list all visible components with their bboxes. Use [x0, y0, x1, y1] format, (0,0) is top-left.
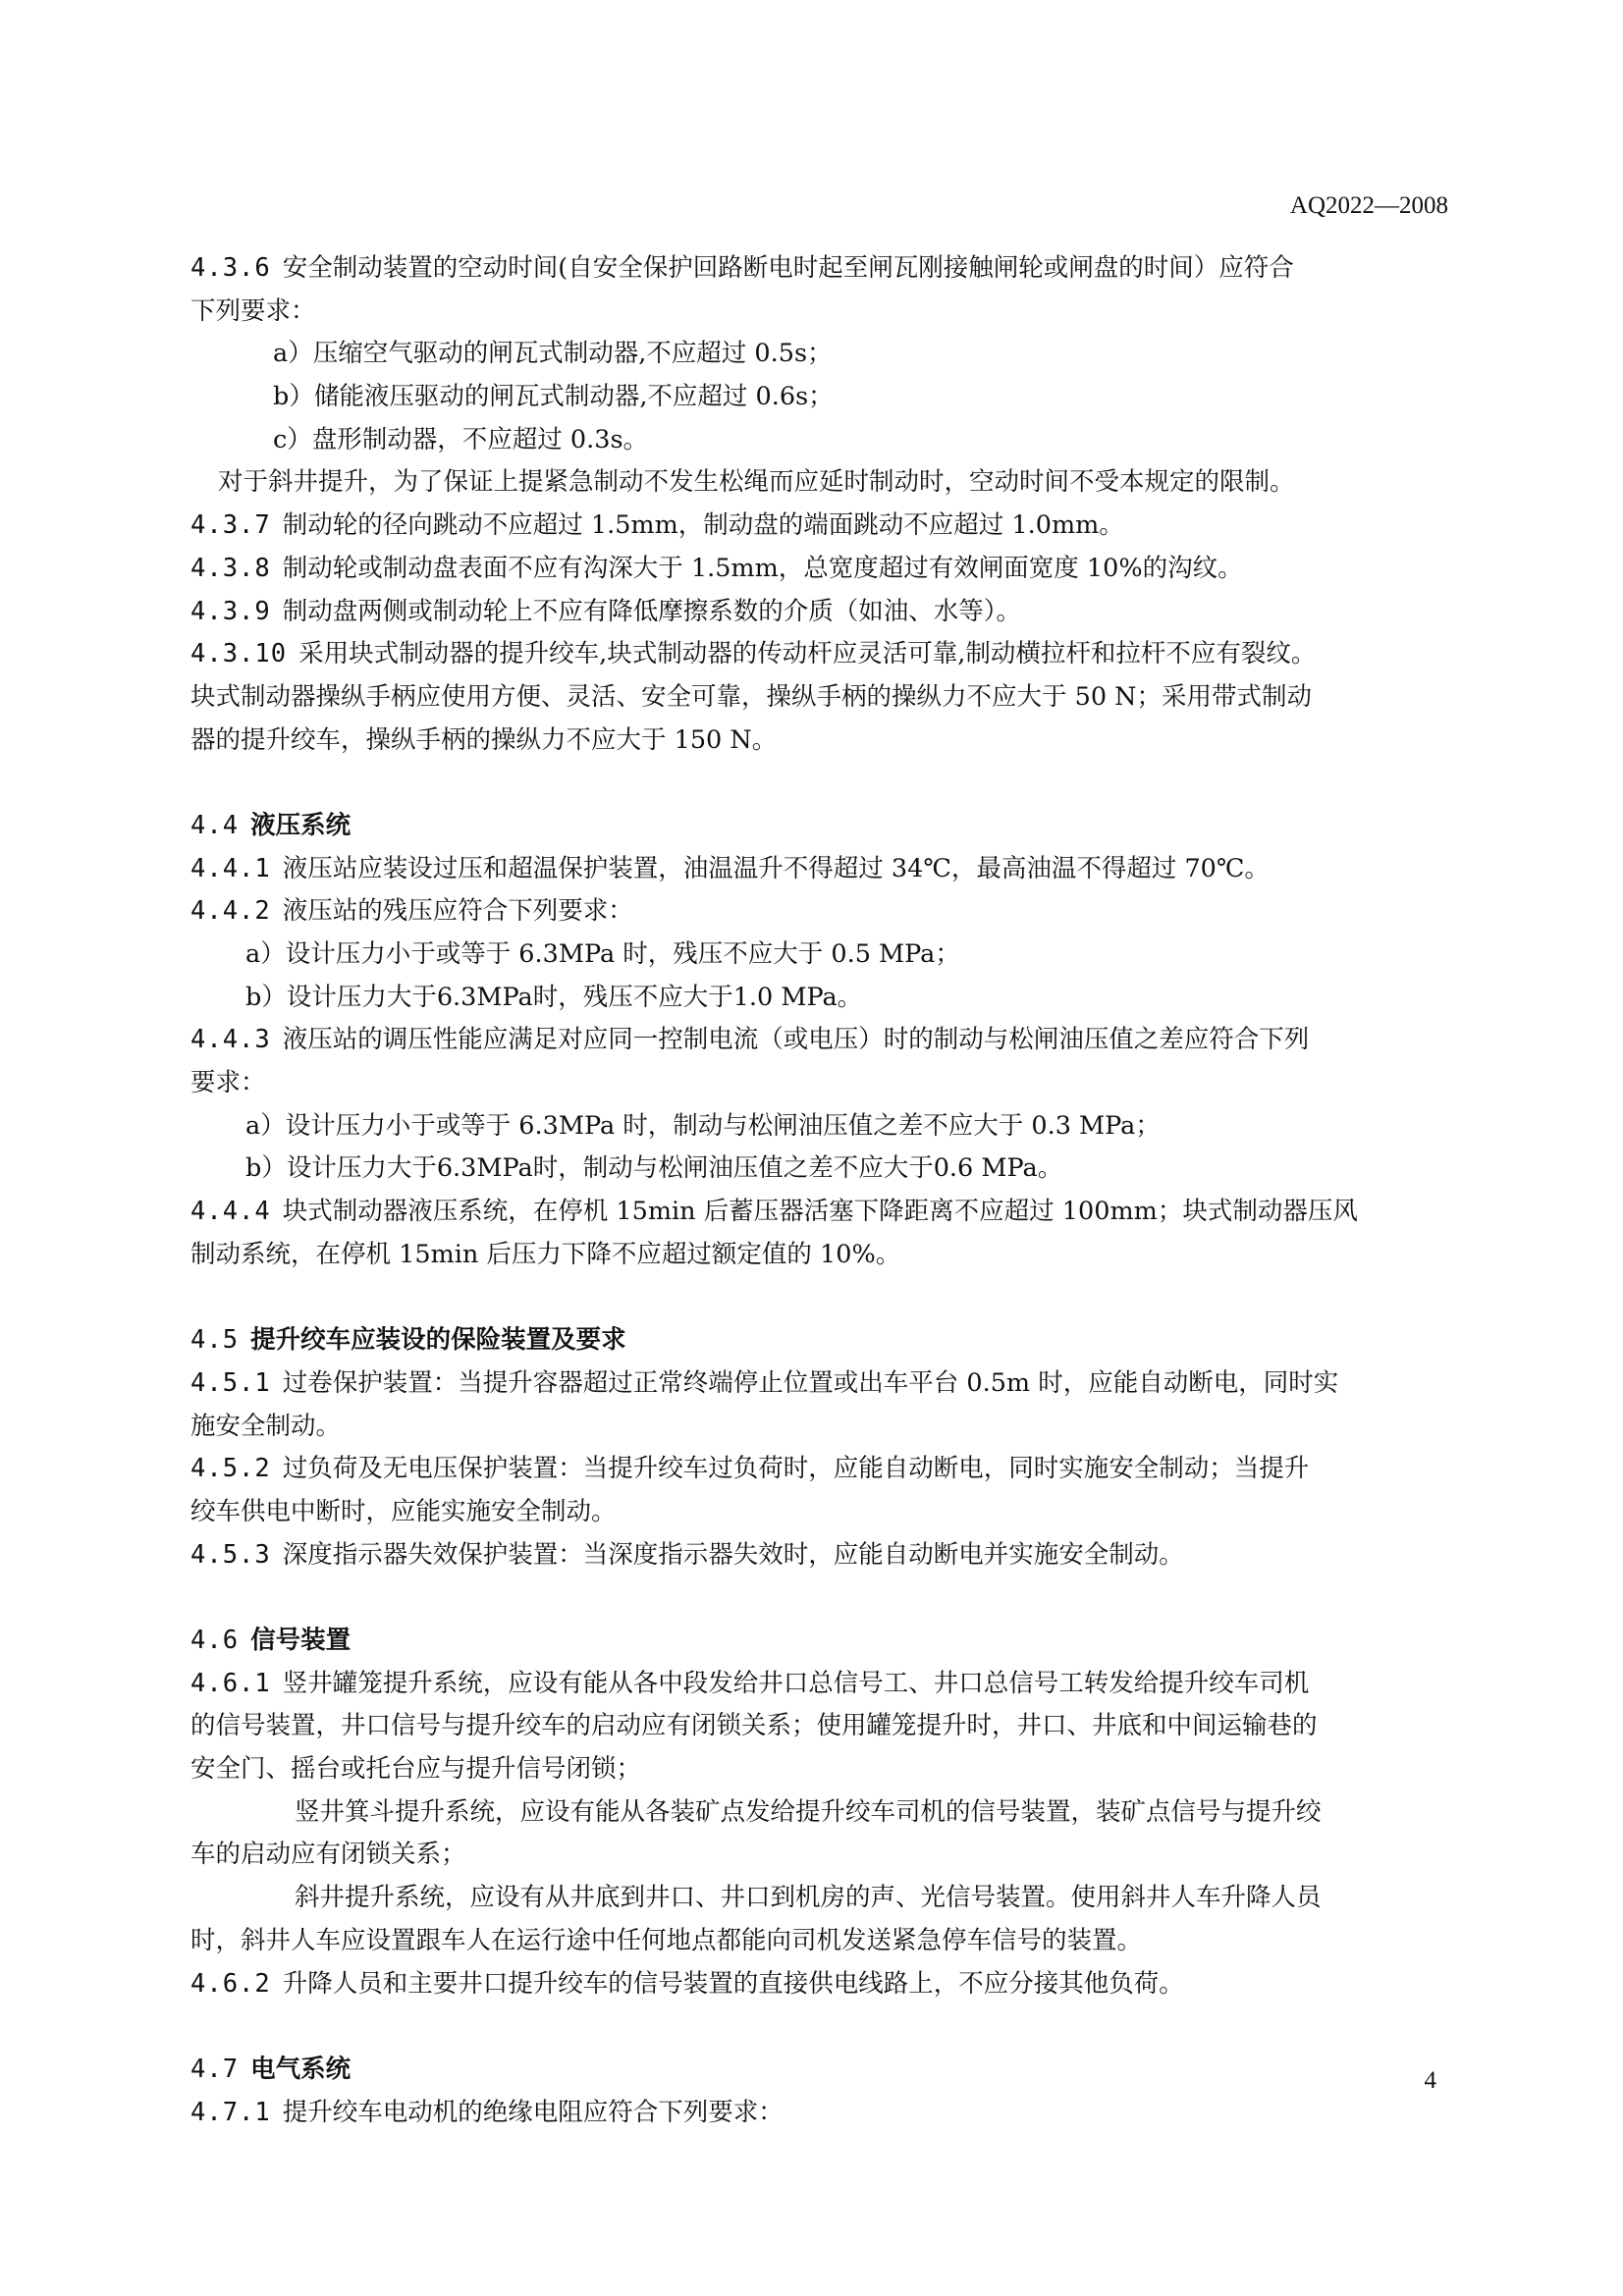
clause-4-3-7 [190, 505, 1457, 548]
clause-text: 升降人员和主要井口提升绞车的信号装置的直接供电线路上，不应分接其他负荷。 [282, 1968, 1184, 1999]
clause-number: 4.3.10 [190, 639, 288, 669]
clause-text: 块式制动器液压系统，在停机 15min 后蓄压器活塞下降距离不应超过 100mm；块式制动器压风 [282, 1197, 1358, 1227]
clause-text: 安全制动装置的空动时间(自安全保护回路断电时起至闸瓦刚接触闸轮或闸盘的时间）应符合 [282, 253, 1294, 283]
clause-text: 制动盘两侧或制动轮上不应有降低摩擦系数的介质（如油、水等）。 [282, 596, 1022, 626]
clause-text: 竖井罐笼提升系统，应设有能从各中段发给井口总信号工、井口总信号工转发给提升绞车司机 [282, 1668, 1310, 1698]
clause-number: 4.4.2 [190, 896, 271, 927]
section-number: 4.7 [190, 2054, 240, 2084]
paragraph-line: 竖井箕斗提升系统，应设有能从各装矿点发给提升绞车司机的信号装置，装矿点信号与提升绞 [295, 1796, 1322, 1827]
clause-number: 4.3.8 [190, 553, 271, 583]
clause-number: 4.5.1 [190, 1367, 271, 1398]
section-number: 4.6 [190, 1626, 240, 1655]
section-4-6-heading [190, 1620, 1457, 1663]
list-item: a）设计压力小于或等于 6.3MPa 时，制动与松闸油压值之差不应大于 0.3 MPa； [245, 1110, 1161, 1141]
clause-number: 4.7.1 [190, 2097, 271, 2127]
section-title: 电气系统 [250, 2054, 352, 2084]
clause-4-3-9 [190, 591, 1457, 634]
list-item: a）压缩空气驱动的闸瓦式制动器,不应超过 0.5s； [273, 339, 833, 369]
clause-note: 对于斜井提升，为了保证上提紧急制动不发生松绳而应延时制动时，空动时间不受本规定的限制。 [218, 467, 1295, 498]
clause-text: 深度指示器失效保护装置：当深度指示器失效时，应能自动断电并实施安全制动。 [282, 1539, 1184, 1570]
clause-4-5-3 [190, 1534, 1457, 1577]
clause-text-cont: 制动系统，在停机 15min 后压力下降不应超过额定值的 10%。 [190, 1239, 901, 1269]
clause-4-5-1 [190, 1362, 1457, 1406]
standard-code: AQ2022—2008 [1289, 192, 1448, 219]
clause-number: 4.3.6 [190, 253, 271, 283]
paragraph-line: 时，斜井人车应设置跟车人在运行途中任何地点都能向司机发送紧急停车信号的装置。 [190, 1925, 1143, 1955]
clause-text: 过负荷及无电压保护装置：当提升绞车过负荷时，应能自动断电，同时实施安全制动；当提升 [282, 1454, 1310, 1484]
clause-4-3-8 [190, 548, 1457, 591]
clause-number: 4.6.2 [190, 1968, 271, 1999]
section-title: 信号装置 [250, 1626, 352, 1655]
page-number: 4 [1424, 2067, 1436, 2094]
clause-text-cont: 施安全制动。 [190, 1411, 342, 1441]
clause-text: 液压站的残压应符合下列要求： [282, 896, 633, 927]
clause-text-cont: 块式制动器操纵手柄应使用方便、灵活、安全可靠，操纵手柄的操纵力不应大于 50 N；采用带式制动 [190, 681, 1312, 712]
clause-number: 4.4.1 [190, 853, 271, 883]
list-item: b）储能液压驱动的闸瓦式制动器,不应超过 0.6s； [273, 382, 834, 412]
document-body [190, 247, 1457, 2134]
clause-text-cont: 的信号装置，井口信号与提升绞车的启动应有闭锁关系；使用罐笼提升时，井口、井底和中间运输巷的 [190, 1711, 1318, 1741]
paragraph-line: 车的启动应有闭锁关系； [190, 1840, 466, 1870]
clause-4-4-2 [190, 890, 1457, 934]
section-4-7-heading [190, 2049, 1457, 2092]
section-title: 提升绞车应装设的保险装置及要求 [250, 1325, 626, 1356]
clause-4-4-4 [190, 1191, 1457, 1234]
clause-number: 4.3.7 [190, 510, 271, 541]
clause-4-3-10 [190, 633, 1457, 676]
clause-4-4-3 [190, 1019, 1457, 1062]
clause-text: 提升绞车电动机的绝缘电阻应符合下列要求： [282, 2097, 784, 2127]
section-4-5-heading [190, 1319, 1457, 1362]
clause-number: 4.3.9 [190, 596, 271, 626]
section-title: 液压系统 [250, 810, 352, 840]
clause-text-cont: 安全门、摇台或托台应与提升信号闭锁； [190, 1754, 642, 1785]
clause-number: 4.5.2 [190, 1454, 271, 1484]
clause-text: 过卷保护装置：当提升容器超过正常终端停止位置或出车平台 0.5m 时，应能自动断电，同时实 [282, 1367, 1339, 1398]
clause-4-3-6 [190, 247, 1457, 291]
clause-text: 制动轮的径向跳动不应超过 1.5mm，制动盘的端面跳动不应超过 1.0mm。 [282, 510, 1124, 541]
section-4-4-heading [190, 805, 1457, 848]
clause-text-cont: 绞车供电中断时，应能实施安全制动。 [190, 1496, 617, 1526]
clause-4-4-1 [190, 848, 1457, 891]
clause-text-cont: 要求： [190, 1068, 266, 1098]
list-item: b）设计压力大于6.3MPa时，制动与松闸油压值之差不应大于0.6 MPa。 [245, 1153, 1063, 1184]
list-item: c）盘形制动器，不应超过 0.3s。 [273, 424, 649, 454]
clause-text-cont: 下列要求： [190, 295, 316, 326]
clause-number: 4.6.1 [190, 1668, 271, 1698]
clause-number: 4.4.3 [190, 1025, 271, 1055]
clause-text: 液压站的调压性能应满足对应同一控制电流（或电压）时的制动与松闸油压值之差应符合下列 [282, 1025, 1310, 1055]
clause-text: 制动轮或制动盘表面不应有沟深大于 1.5mm，总宽度超过有效闸面宽度 10%的沟纹。 [282, 553, 1243, 583]
clause-4-6-2 [190, 1963, 1457, 2006]
clause-4-7-1 [190, 2092, 1457, 2135]
list-item: b）设计压力大于6.3MPa时，残压不应大于1.0 MPa。 [245, 982, 863, 1012]
clause-number: 4.4.4 [190, 1197, 271, 1227]
section-number: 4.4 [190, 810, 240, 840]
section-number: 4.5 [190, 1325, 240, 1356]
list-item: a）设计压力小于或等于 6.3MPa 时，残压不应大于 0.5 MPa； [245, 939, 960, 969]
clause-text-cont: 器的提升绞车，操纵手柄的操纵力不应大于 150 N。 [190, 724, 778, 755]
clause-text: 液压站应装设过压和超温保护装置，油温温升不得超过 34℃，最高油温不得超过 70℃。 [282, 853, 1270, 883]
clause-number: 4.5.3 [190, 1539, 271, 1570]
paragraph-line: 斜井提升系统，应设有从井底到井口、井口到机房的声、光信号装置。使用斜井人车升降人员 [295, 1883, 1322, 1913]
clause-4-5-2 [190, 1448, 1457, 1491]
clause-4-6-1 [190, 1663, 1457, 1706]
clause-text: 采用块式制动器的提升绞车,块式制动器的传动杆应灵活可靠,制动横拉杆和拉杆不应有裂纹。 [298, 639, 1317, 669]
